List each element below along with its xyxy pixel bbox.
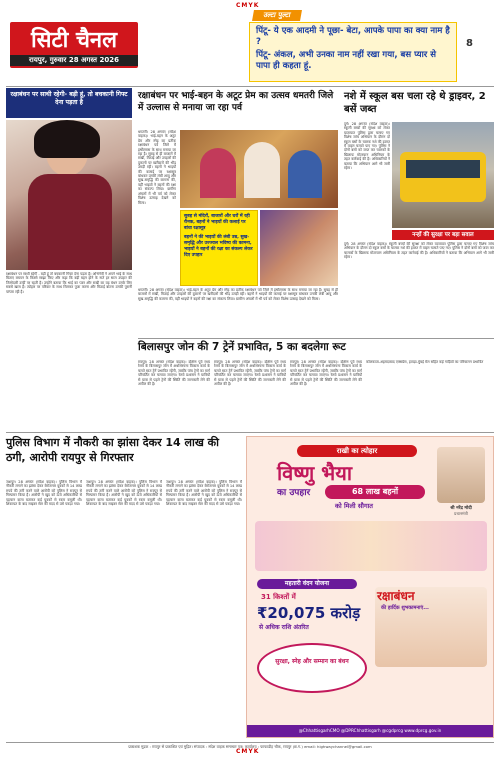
page-number: 8 — [466, 38, 473, 49]
greeting-big: रक्षाबंधन — [377, 589, 415, 603]
scheme-name: महतारी वंदन योजना — [257, 579, 357, 589]
section-title: सिटी चैनल — [30, 27, 118, 53]
story-train-body-3: रायपुर। 28 अगस्त (संदेश वाहक)। दक्षिण पूर्व मध्य रेलवे के बिलासपुर जोन में अधोसंरचना विकास कार्य के चलते सात ट्रेनें प्रभावित रहेंगी, जबकि पांच ट्रेनों का मार्ग परिवर्तित कर चलाया जाएगा। रेलवे प्रशासन ने यात्रियों से यात्रा से पहले ट्रेनों की स्थिति की जानकारी लेने की अपील की है। — [290, 360, 362, 387]
actress-photo — [6, 120, 132, 270]
joke-line-2: पिंटू- अंकल, अभी उनका नाम नहीं रखा गया, बस प्यार से पापा ही कहता हूं. — [256, 50, 436, 71]
story-left-headline-box — [6, 88, 132, 118]
imprint-line: प्रकाशक मुद्रक : रायपुर से प्रकाशित एवं मुद्रित। संपादक : संदेश वाहक समाचार पत्र। कार्यालय : फाफाडीह चौक, रायपुर (छ.ग.) email: highwaychannel@gmail.com — [6, 742, 494, 750]
story-train-body: रायपुर। 28 अगस्त (संदेश वाहक)। दक्षिण पूर्व मध्य रेलवे के बिलासपुर जोन में अधोसंरचना विकास कार्य के चलते सात ट्रेनें प्रभावित रहेंगी, जबकि पांच ट्रेनों का मार्ग परिवर्तित कर चलाया जाएगा। रेलवे प्रशासन ने यात्रियों से यात्रा से पहले ट्रेनों की स्थिति की जानकारी लेने की अपील की है। — [138, 360, 210, 387]
joke-box — [249, 22, 457, 82]
leader-name: श्री नरेंद्र मोदी — [450, 506, 472, 511]
story-right-body: दुर्ग। 28 अगस्त (संदेश वाहक)। स्कूली बच्चों की सुरक्षा को लेकर यातायात पुलिस द्वारा चलाए गए विशेष जांच अभियान के दौरान दो स्कूल बसों के चालक नशे की हालत में वाहन चलाते पाए गए। पुलिस ने दोनों बसों को जब्त कर चालकों के खिलाफ मोटरयान अधिनियम के तहत कार्रवाई की है। अधिकारियों ने बताया कि अभियान आगे भी जारी रहेगा। — [344, 122, 390, 171]
leader-title: प्रधानमंत्री — [454, 511, 468, 516]
story-left-headline: रक्षाबंधन पर साथी रहेगी- बड़ी हूं, तो बचकानी गिफ्ट देना पड़ता है — [10, 91, 128, 106]
cmyk-mark-top: CMYK — [236, 2, 260, 9]
story-police-headline-box — [6, 436, 242, 476]
leader-photo — [437, 447, 485, 503]
rakhi-photo-2 — [260, 210, 338, 286]
story-right-body-cont: दुर्ग। 28 अगस्त (संदेश वाहक)। स्कूली बच्चों की सुरक्षा को लेकर यातायात पुलिस द्वारा चलाए गए विशेष जांच अभियान के दौरान दो स्कूल बसों के चालक नशे की हालत में वाहन चलाते पाए गए। पुलिस ने दोनों बसों को जब्त कर चालकों के खिलाफ मोटरयान अधिनियम के तहत कार्रवाई की है। अधिकारियों ने बताया कि अभियान आगे भी जारी रहेगा। — [344, 242, 494, 260]
greeting-small: की हार्दिक शुभकामनाएं... — [381, 605, 429, 611]
joke-line-1: पिंटू- ये एक आदमी ने पूछा- बेटा, आपके पापा का क्या नाम है ? — [256, 26, 450, 47]
story-left-body: रक्षाबंधन पर साथी रहेगी - बड़ी हूं तो बचकानी गिफ्ट देना पड़ता है। अभिनेत्री ने अपने भाई के साथ बिताए बचपन के किस्से साझा किए और कहा कि बड़ी बहन होने के नाते हर साल उपहार की जिम्मेदारी उन्हीं पर रहती है। उन्होंने बताया कि भाई का प्यार और राखी का यह बंधन उनके लिए सबसे खास है। त्योहार पर परिवार के साथ मिलकर पूजा करना और मिठाई बांटना उनकी पुरानी परंपरा रही है। — [6, 272, 132, 294]
ad-amount-banner: 68 लाख बहनों — [325, 485, 425, 499]
ad-social-footer: @ChhattisgarhCMO @DPRChhattisgarh @cgdprcg www.dprcg.gov.in — [247, 725, 493, 737]
story-police-body: जशपुर। 28 अगस्त (संदेश वाहक)। पुलिस विभाग में नौकरी लगाने का झांसा देकर बेरोजगार युवकों से 14 लाख रुपये की ठगी करने वाले आरोपी को पुलिस ने रायपुर से गिरफ्तार किया है। आरोपी ने खुद को ऊंचे अधिकारियों से पहचान वाला बताकर कई युवकों से रकम वसूली थी। शिकायत के बाद साइबर सेल की मदद से उसे पकड़ा गया। — [6, 480, 82, 507]
ad-amount-sub: को मिली सौगात — [335, 502, 373, 510]
photo-person-2 — [244, 142, 280, 198]
bus-photo-caption: नन्हों की सुरक्षा पर बड़ा सवाल — [392, 230, 494, 240]
ad-headline-big: विष्णु भैया — [277, 461, 353, 485]
story-right-headline-box — [344, 90, 494, 120]
callout-2: बहनों ने की भाइयों की लंबी उम्र, सुख-समृद्धि और उज्ज्वल भविष्य की कामना, भाइयों ने बहनों की रक्षा का संकल्प लेकर दिए उपहार — [184, 235, 253, 258]
story-train-headline: बिलासपुर जोन की 7 ट्रेनें प्रभावित, 5 का बदलेगा रूट — [138, 341, 346, 353]
story-police-body-3: जशपुर। 28 अगस्त (संदेश वाहक)। पुलिस विभाग में नौकरी लगाने का झांसा देकर बेरोजगार युवकों से 14 लाख रुपये की ठगी करने वाले आरोपी को पुलिस ने रायपुर से गिरफ्तार किया है। आरोपी ने खुद को ऊंचे अधिकारियों से पहचान वाला बताकर कई युवकों से रकम वसूली थी। शिकायत के बाद साइबर सेल की मदद से उसे पकड़ा गया। — [166, 480, 242, 507]
story-police-body-2: जशपुर। 28 अगस्त (संदेश वाहक)। पुलिस विभाग में नौकरी लगाने का झांसा देकर बेरोजगार युवकों से 14 लाख रुपये की ठगी करने वाले आरोपी को पुलिस ने रायपुर से गिरफ्तार किया है। आरोपी ने खुद को ऊंचे अधिकारियों से पहचान वाला बताकर कई युवकों से रकम वसूली थी। शिकायत के बाद साइबर सेल की मदद से उसे पकड़ा गया। — [86, 480, 162, 507]
story-train-side-note: कोलकाता-अहमदाबाद एक्सप्रेस, हावड़ा-मुंबई मेल सहित कई गाड़ियों का परिचालन प्रभावित — [366, 360, 484, 364]
story-right-headline: नशे में स्कूल बस चला रहे थे ड्राइवर, 2 बसें जब्त — [344, 91, 486, 115]
cmyk-mark-bottom: CMYK — [236, 748, 260, 755]
photo-hair — [34, 120, 100, 158]
photo-dress — [28, 174, 112, 270]
total-amount: ₹20,075 करोड़ — [257, 604, 361, 622]
photo-person-3 — [288, 150, 322, 198]
divider — [6, 432, 494, 433]
bus-window — [406, 160, 480, 178]
section-masthead — [10, 22, 138, 68]
divider — [138, 338, 494, 339]
women-photo-strip — [255, 521, 487, 571]
govt-advertisement — [246, 436, 494, 738]
issue-date: रायपुर, गुरुवार 28 अगस्त 2026 — [10, 55, 138, 66]
story-center-body: धमतरी। 28 अगस्त (संदेश वाहक)। भाई-बहन के अटूट प्रेम और स्नेह का प्रतीक रक्षाबंधन पर्व जिले में हर्षोल्लास के साथ मनाया जा रहा है। सुबह से ही बाजारों में राखी, मिठाई और उपहारों की दुकानों पर खरीदारों की भीड़ उमड़ी रही। बहनों ने भाइयों की कलाई पर रक्षासूत्र बांधकर उनकी लंबी आयु और सुख-समृद्धि की कामना की, वहीं भाइयों ने बहनों की रक्षा का संकल्प लिया। ग्रामीण अंचलों में भी पर्व को लेकर विशेष उत्साह देखने को मिला। — [138, 130, 176, 205]
divider — [6, 86, 494, 87]
callout-1: सुबह से मंदिरों, बाजारों और घरों में रही रौनक, बहनों ने भाइयों की कलाई पर बांधा रक्षासूत्र — [184, 214, 250, 231]
story-police-headline: पुलिस विभाग में नौकरी का झांसा देकर 14 लाख की ठगी, आरोपी रायपुर से गिरफ्तार — [6, 436, 219, 464]
rakhi-graphic — [257, 643, 367, 693]
rakhi-photo — [180, 130, 338, 208]
story-center-headline-box — [138, 90, 338, 128]
joke-label: उल्टा पुल्टा — [252, 10, 302, 21]
bus-photo — [392, 122, 494, 228]
ad-headline-small: का उपहार — [277, 488, 311, 498]
photo-person-1 — [200, 148, 236, 198]
story-center-body-cont: धमतरी। 28 अगस्त (संदेश वाहक)। भाई-बहन के अटूट प्रेम और स्नेह का प्रतीक रक्षाबंधन पर्व जिले में हर्षोल्लास के साथ मनाया जा रहा है। सुबह से ही बाजारों में राखी, मिठाई और उपहारों की दुकानों पर खरीदारों की भीड़ उमड़ी रही। बहनों ने भाइयों की कलाई पर रक्षासूत्र बांधकर उनकी लंबी आयु और सुख-समृद्धि की कामना की, वहीं भाइयों ने बहनों की रक्षा का संकल्प लिया। ग्रामीण अंचलों में भी पर्व को लेकर विशेष उत्साह देखने को मिला। — [138, 288, 338, 301]
ad-banner: राखी का त्योहार — [297, 445, 417, 457]
slogan: सुरक्षा, स्नेह और सम्मान का बंधन — [275, 658, 349, 665]
total-sub: से अधिक राशि अंतरित — [259, 624, 309, 631]
story-center-headline: रक्षाबंधन पर भाई-बहन के अटूट प्रेम का उत्सव धमतरी जिले में उल्लास से मनाया जा रहा पर्व — [138, 91, 334, 113]
story-train-headline-box — [138, 340, 494, 356]
callout-box-1 — [180, 210, 258, 286]
installments: 31 किश्तों में — [261, 593, 296, 601]
story-train-body-2: रायपुर। 28 अगस्त (संदेश वाहक)। दक्षिण पूर्व मध्य रेलवे के बिलासपुर जोन में अधोसंरचना विकास कार्य के चलते सात ट्रेनें प्रभावित रहेंगी, जबकि पांच ट्रेनों का मार्ग परिवर्तित कर चलाया जाएगा। रेलवे प्रशासन ने यात्रियों से यात्रा से पहले ट्रेनों की स्थिति की जानकारी लेने की अपील की है। — [214, 360, 286, 387]
